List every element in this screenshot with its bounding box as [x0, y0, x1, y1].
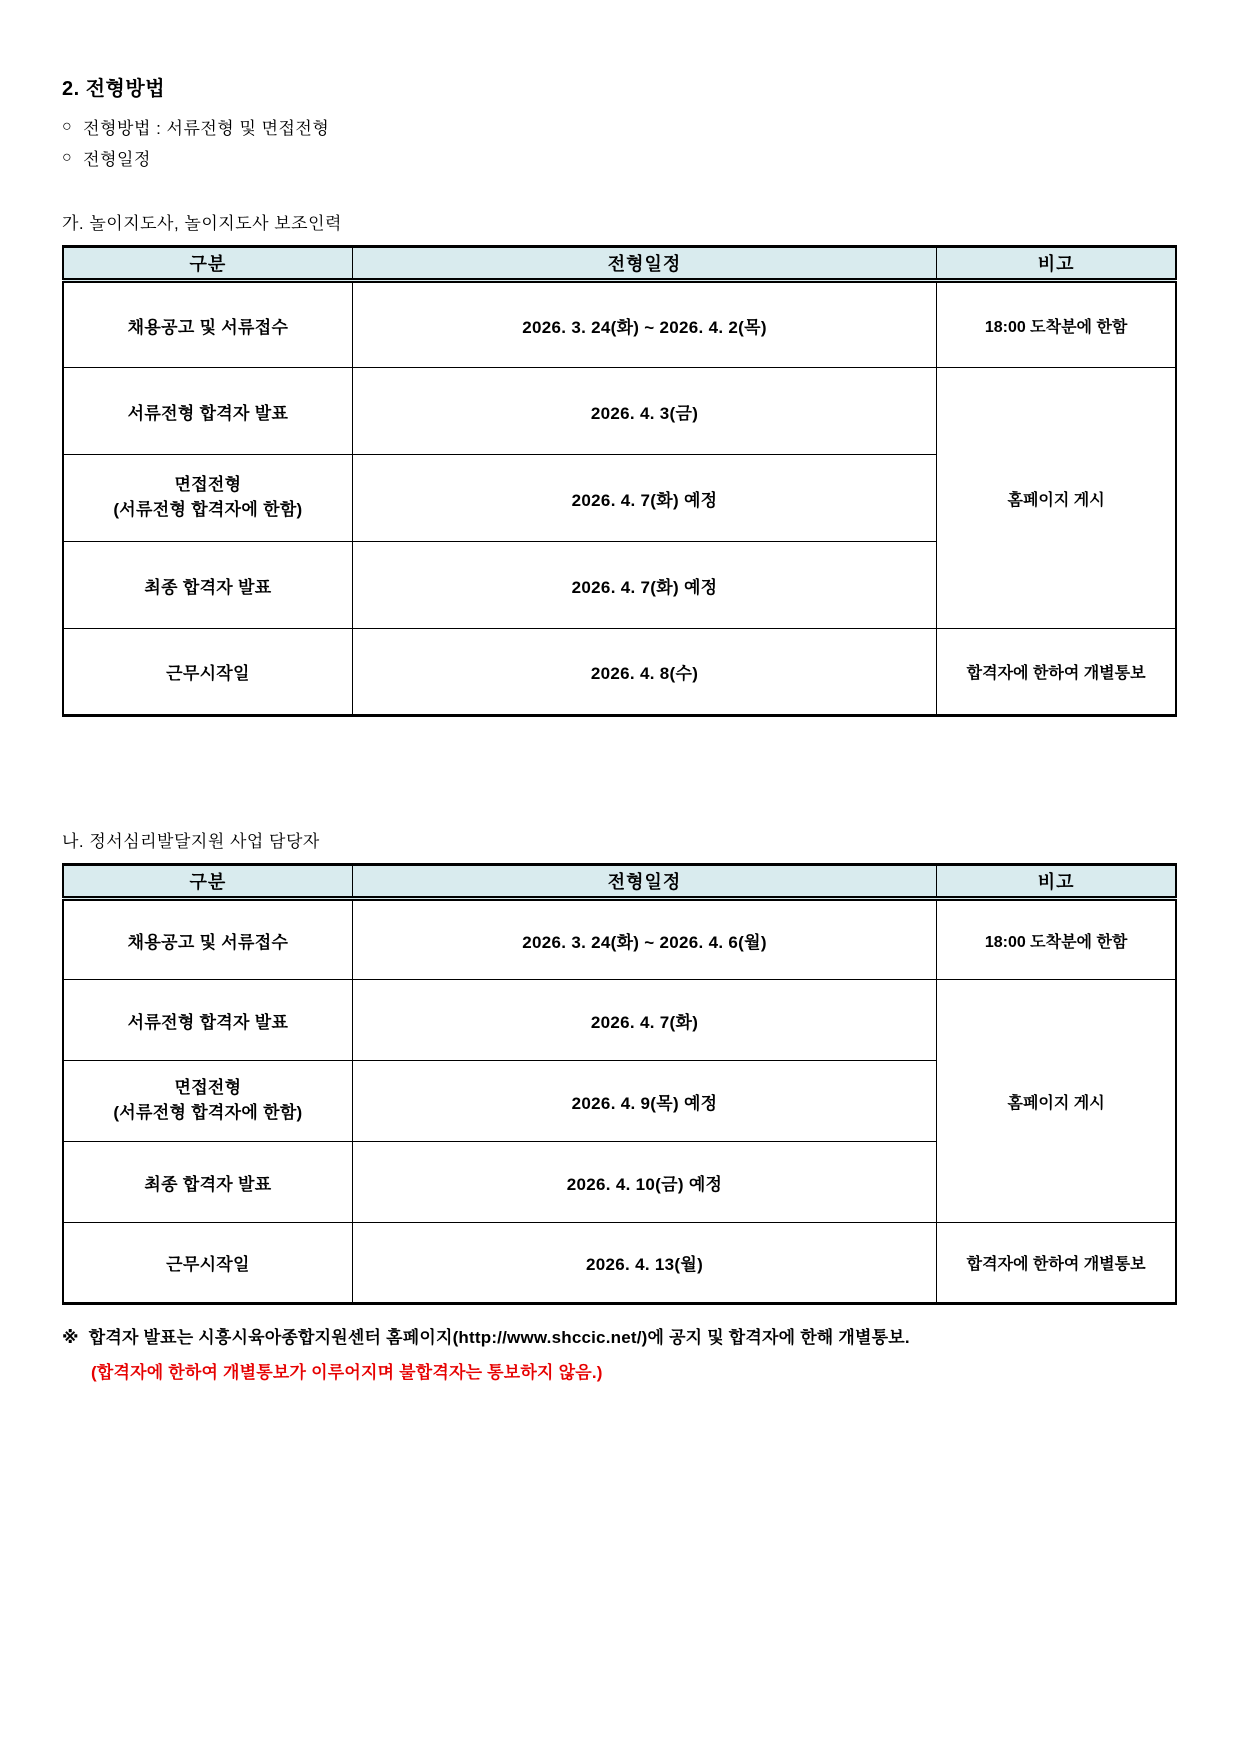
cell-schedule: 2026. 4. 7(화): [352, 980, 936, 1061]
footnote-red-warning: (합격자에 한하여 개별통보가 이루어지며 불합격자는 통보하지 않음.): [91, 1362, 603, 1382]
table-header-row: [63, 865, 1176, 899]
category-main: 면접전형: [174, 1078, 242, 1098]
cell-category: 최종 합격자 발표: [63, 1142, 352, 1223]
circle-bullet-icon: ○: [62, 117, 73, 135]
cell-schedule: 2026. 4. 7(화) 예정: [352, 455, 936, 542]
cell-category: 근무시작일: [63, 629, 352, 716]
cell-schedule: 2026. 3. 24(화) ~ 2026. 4. 6(월): [352, 899, 936, 980]
cell-remarks-merged: 홈페이지 게시: [937, 368, 1176, 629]
bullet-list: [62, 111, 1177, 173]
cell-schedule: 2026. 4. 3(금): [352, 368, 936, 455]
cell-remarks: 합격자에 한하여 개별통보: [937, 629, 1176, 716]
cell-remarks: 합격자에 한하여 개별통보: [937, 1223, 1176, 1304]
cell-schedule: 2026. 3. 24(화) ~ 2026. 4. 2(목): [352, 281, 936, 368]
cell-category: 서류전형 합격자 발표: [63, 980, 352, 1061]
schedule-table-a: [62, 245, 1177, 717]
footnote-announcement: [62, 1325, 1177, 1351]
cell-remarks: 18:00 도착분에 한함: [937, 281, 1176, 368]
cell-category: [63, 1061, 352, 1142]
footnote-text: 합격자 발표는 시흥시육아종합지원센터 홈페이지(http://www.shccic.net/)에 공지 및 합격자에 한해 개별통보.: [88, 1328, 910, 1347]
bullet-item-method: [62, 111, 1177, 142]
section-a-label: 가. 놀이지도사, 놀이지도사 보조인력: [62, 214, 342, 233]
header-category: 구분: [63, 247, 352, 281]
cell-category: 채용공고 및 서류접수: [63, 281, 352, 368]
category-sub: (서류전형 합격자에 한함): [113, 1103, 303, 1122]
category-main: 면접전형: [174, 475, 242, 495]
cell-category: 최종 합격자 발표: [63, 542, 352, 629]
bullet-text: 전형방법 : 서류전형 및 면접전형: [83, 119, 330, 138]
schedule-table-b: [62, 863, 1177, 1305]
circle-bullet-icon: ○: [62, 148, 73, 166]
cell-category: 채용공고 및 서류접수: [63, 899, 352, 980]
header-category: 구분: [63, 865, 352, 899]
table-row: [63, 899, 1176, 980]
category-sub: (서류전형 합격자에 한함): [113, 500, 303, 519]
cell-schedule: 2026. 4. 10(금) 예정: [352, 1142, 936, 1223]
page-title: 2. 전형방법: [62, 78, 166, 100]
header-schedule: 전형일정: [352, 247, 936, 281]
header-schedule: 전형일정: [352, 865, 936, 899]
bullet-text: 전형일정: [83, 150, 151, 169]
table-row: [63, 368, 1176, 455]
header-remarks: 비고: [937, 865, 1176, 899]
section-emotional-support: [62, 827, 1177, 1305]
table-row: [63, 980, 1176, 1061]
cell-category: [63, 455, 352, 542]
table-header-row: [63, 247, 1176, 281]
cell-schedule: 2026. 4. 7(화) 예정: [352, 542, 936, 629]
header-remarks: 비고: [937, 247, 1176, 281]
cell-category: 서류전형 합격자 발표: [63, 368, 352, 455]
cell-schedule: 2026. 4. 13(월): [352, 1223, 936, 1304]
cell-category: 근무시작일: [63, 1223, 352, 1304]
cell-schedule: 2026. 4. 9(목) 예정: [352, 1061, 936, 1142]
cell-remarks-merged: 홈페이지 게시: [937, 980, 1176, 1223]
cell-remarks: 18:00 도착분에 한함: [937, 899, 1176, 980]
table-row: [63, 629, 1176, 716]
bullet-item-schedule: [62, 142, 1177, 173]
section-play-instructor: [62, 209, 1177, 717]
reference-mark-icon: ※: [62, 1328, 79, 1347]
footnote-block: [62, 1325, 1177, 1383]
table-row: [63, 1223, 1176, 1304]
section-b-label: 나. 정서심리발달지원 사업 담당자: [62, 832, 320, 851]
cell-schedule: 2026. 4. 8(수): [352, 629, 936, 716]
table-row: [63, 281, 1176, 368]
